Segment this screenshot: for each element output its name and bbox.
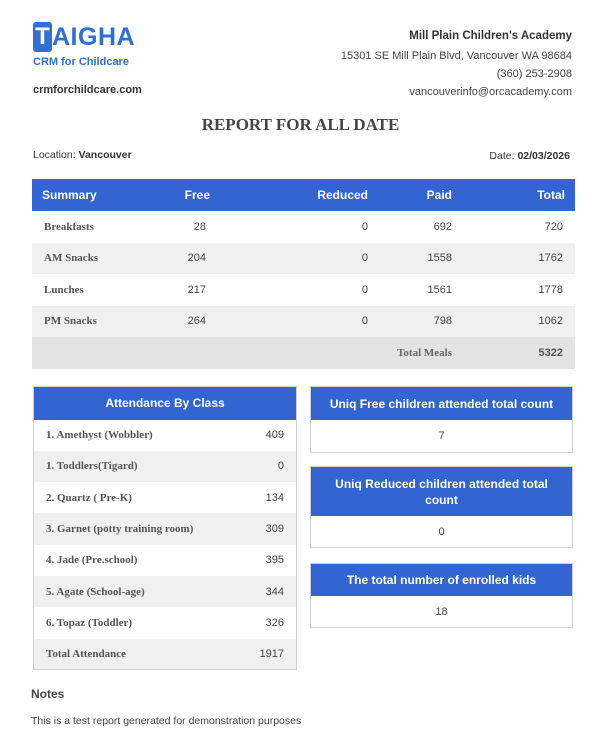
date-label: Date: (489, 150, 515, 162)
brand-tagline: CRM for Childcare (33, 56, 129, 68)
uniq-reduced-value: 0 (438, 525, 445, 538)
table-row (32, 306, 575, 338)
attendance-title: Attendance By Class (34, 387, 297, 420)
uniq-reduced-box (310, 466, 573, 548)
class-count: 0 (238, 451, 296, 482)
class-name: 3. Garnet (potty training room) (34, 513, 239, 544)
class-name: 2. Quartz ( Pre-K) (46, 491, 132, 504)
notes-heading: Notes (31, 687, 65, 701)
list-item (34, 513, 297, 544)
uniq-free-value: 7 (438, 430, 445, 442)
header-reduced: Reduced (250, 179, 380, 211)
meal-label: AM Snacks (32, 243, 162, 275)
enrolled-kids-box (310, 563, 573, 628)
class-count: 134 (265, 491, 284, 504)
attendance-table (33, 386, 297, 670)
header-summary: Summary (32, 179, 162, 211)
reduced-count: 0 (250, 306, 380, 338)
free-count: 28 (193, 220, 206, 233)
free-count: 204 (162, 243, 250, 275)
empty-cell (32, 337, 162, 369)
location (33, 149, 132, 161)
location-value: Vancouver (78, 149, 132, 161)
brand-logo (33, 22, 135, 68)
total-meals-label: Total Meals (380, 337, 502, 369)
list-item (34, 545, 297, 576)
uniq-free-title: Uniq Free children attended total count (311, 387, 572, 420)
header-total: Total (502, 179, 575, 211)
reduced-count: 0 (361, 220, 368, 233)
report-date (489, 150, 570, 162)
header-paid: Paid (380, 179, 502, 211)
class-count: 344 (238, 576, 296, 607)
free-count: 264 (162, 306, 250, 338)
uniq-free-box (310, 386, 573, 453)
paid-count: 1561 (427, 283, 452, 296)
free-count: 217 (187, 283, 206, 296)
list-item (34, 451, 297, 482)
class-name: 1. Toddlers(Tigard) (34, 451, 239, 482)
organization-email: vancouverinfo@orcacademy.com (409, 86, 572, 98)
enrolled-kids-title: The total number of enrolled kids (311, 564, 572, 596)
header-free: Free (162, 179, 250, 211)
organization-phone: (360) 253-2908 (496, 68, 572, 80)
reduced-count: 0 (250, 243, 380, 275)
date-value: 02/03/2026 (517, 150, 570, 162)
total-attendance-value: 1917 (238, 639, 296, 670)
list-item (34, 482, 297, 513)
total-attendance-row (34, 639, 297, 670)
class-name: 6. Topaz (Toddler) (46, 616, 133, 629)
paid-count: 1558 (380, 243, 502, 275)
report-title: REPORT FOR ALL DATE (201, 115, 400, 134)
uniq-reduced-title: Uniq Reduced children attended total count (311, 467, 572, 516)
total-attendance-label: Total Attendance (34, 639, 239, 670)
organization-info (341, 27, 572, 101)
list-item (34, 420, 297, 451)
meal-summary-table (32, 179, 575, 369)
total-meals-row (32, 337, 575, 369)
brand-website: crmforchildcare.com (33, 84, 142, 96)
notes-text: This is a test report generated for demonstration purposes (31, 715, 302, 727)
meal-label: Breakfasts (44, 220, 94, 233)
class-count: 309 (238, 513, 296, 544)
summary-header-row (32, 179, 575, 211)
total-count: 1778 (538, 283, 563, 296)
list-item (34, 607, 297, 638)
empty-cell (250, 337, 380, 369)
table-row (32, 274, 575, 306)
table-row (32, 211, 575, 243)
logo-letter-box: T (33, 22, 52, 52)
logo-mark (33, 22, 135, 52)
logo-wordmark: AIGHA (52, 23, 136, 51)
meal-label: Lunches (44, 283, 84, 296)
paid-count: 692 (433, 220, 452, 233)
class-name: 4. Jade (Pre.school) (46, 554, 138, 567)
class-name: 1. Amethyst (Wobbler) (46, 429, 153, 442)
total-count: 1062 (502, 306, 575, 338)
total-count: 1762 (502, 243, 575, 275)
list-item (34, 576, 297, 607)
class-count: 395 (265, 554, 284, 567)
class-name: 5. Agate (School-age) (34, 576, 239, 607)
class-count: 326 (265, 616, 284, 629)
enrolled-kids-value: 18 (435, 605, 448, 618)
meal-label: PM Snacks (32, 306, 162, 338)
reduced-count: 0 (361, 283, 368, 296)
total-count: 720 (544, 220, 563, 233)
empty-cell (162, 337, 250, 369)
table-row (32, 243, 575, 275)
class-count: 409 (265, 429, 284, 442)
organization-name: Mill Plain Children's Academy (409, 30, 572, 42)
paid-count: 798 (380, 306, 502, 338)
organization-address: 15301 SE Mill Plain Blvd, Vancouver WA 98684 (340, 50, 572, 62)
location-label: Location: (33, 149, 76, 161)
total-meals-value: 5322 (502, 337, 575, 369)
